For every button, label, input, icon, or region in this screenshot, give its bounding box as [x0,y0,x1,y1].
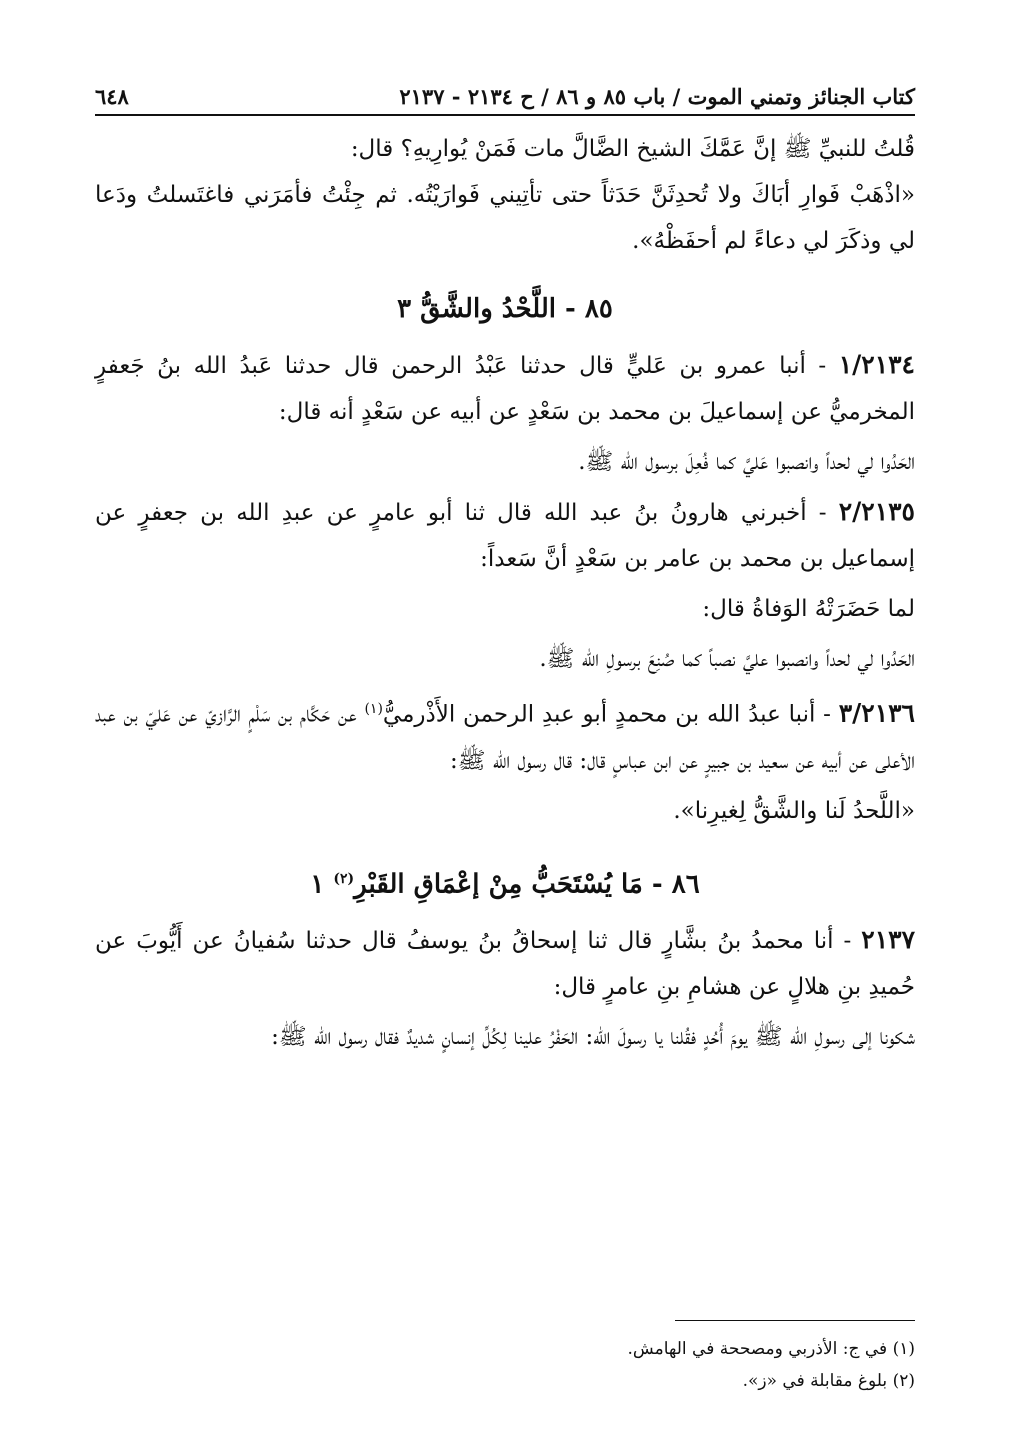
footnote-1 [95,1333,915,1365]
hadith-2135-isnad-text: - أخبرني هارونُ بنُ عبد الله قال ثنا أبو عامرٍ عن عبدِ الله بن جعفرٍ عن إسماعيل بن محمد بن عامر بن سَعْدٍ أنَّ سَعداً: [95,500,915,572]
hadith-2134-matn: الحَدُوا لي لحداً وانصبوا عَليَّ كما فُعِلَ برسول الله ﷺ. [578,449,915,475]
page-number: ٦٤٨ [95,84,129,109]
footnote-ref-2[interactable]: (٢) [333,870,355,887]
hadith-2136-isnad-a: - أنبا عبدُ الله بن محمدٍ أبو عبدِ الرحمن الأَذْرميُّ [382,701,831,728]
hadith-2135-matn: الحَدُوا لي لحداً وانصبوا عليَّ نصباً كما صُنِعَ برسولِ الله ﷺ. [539,646,915,672]
hadith-2134-isnad [95,342,915,435]
intro-quote: «اذْهَبْ فَوارِ أبَاكَ ولا تُحدِثَنَّ حَدَثاً حتى تأتِيني فَوارَيْتُه. ثم جِئْتُ فأمَرَني فاغتَسلتُ ودَعا لي وذكَرَ لي دعاءً لم أحفَظْهُ». [95,182,915,254]
footnote-ref-1[interactable]: (١) [364,701,383,717]
footnote-2-mark: (٢) [892,1371,915,1391]
hadith-2137-isnad-text: - أنا محمدُ بنُ بشَّارٍ قال ثنا إسحاقُ بنُ يوسفُ قال حدثنا سُفيانُ عن أَيُّوبَ عن حُميدِ بنِ هلالٍ عن هشامِ بنِ عامرٍ قال: [95,928,915,1001]
section-86-suffix: ١ [310,869,325,900]
intro-line: قُلتُ للنبيِّ ﷺ إنَّ عَمَّكَ الشيخ الضَّالَّ مات فَمَنْ يُوارِيهِ؟ قال: [350,136,915,162]
hadith-2136-number: ٣/٢١٣٦ [838,698,915,728]
footnote-divider [675,1320,915,1321]
section-85-heading: ٨٥ - اللَّحْدُ والشَّقُّ ٣ [397,294,613,324]
section-86-heading [95,852,915,912]
hadith-2137-matn: شكونا إلى رسولِ الله ﷺ يومَ أُحُدٍ فقُلنا يا رسولَ الله: الحَفْرُ علينا لِكُلِّ إنسانٍ شديدٌ فقال رسول الله ﷺ: [271,1024,915,1051]
hadith-2136-isnad-b: عن حَكَّام بن سَلْمٍ الرَّازيّ عن عَليّ بن عبد الأعلى عن أبيه عن سعيد بن جبيرٍ عن ابن عباسٍ قال: قال رسول الله ﷺ: [95,701,915,774]
hadith-2136-matn: «اللَّحدُ لَنا والشَّقُّ لِغيرِنا». [673,797,915,824]
hadith-2134-number: ١/٢١٣٤ [838,350,915,379]
page [95,70,915,1410]
running-title: كتاب الجنائز وتمني الموت / باب ٨٥ و ٨٦ / ح ٢١٣٤ - ٢١٣٧ [399,84,915,109]
section-86-title: ٨٦ - مَا يُسْتَحَبُّ مِنْ إعْمَاقِ القَبْرِ [354,869,700,900]
footnote-1-mark: (١) [892,1339,915,1359]
hadith-2137-number: ٢١٣٧ [861,925,915,955]
footnote-1-text: في ج: الأذربي ومصححة في الهامش. [627,1339,888,1359]
footnote-2-text: بلوغ مقابلة في «ز». [742,1371,888,1391]
footnotes [95,1320,915,1397]
hadith-2135-number: ٢/٢١٣٥ [838,497,915,526]
hadith-2135-line: لما حَضَرَتْهُ الوَفاةُ قال: [702,596,915,622]
hadith-2136-isnad [95,686,915,784]
hadith-2135-isnad [95,489,915,582]
hadith-2137-isnad [95,917,915,1010]
running-header [95,82,915,116]
footnote-2 [95,1365,915,1397]
hadith-2134-isnad-text: - أنبا عمرو بن عَليٍّ قال حدثنا عَبْدُ الرحمن قال حدثنا عَبدُ الله بنُ جَعفرٍ المخرميُّ عن إسماعيلَ بن محمد بن سَعْدٍ عن أبيه عن سَعْدٍ أنه قال: [95,353,915,425]
